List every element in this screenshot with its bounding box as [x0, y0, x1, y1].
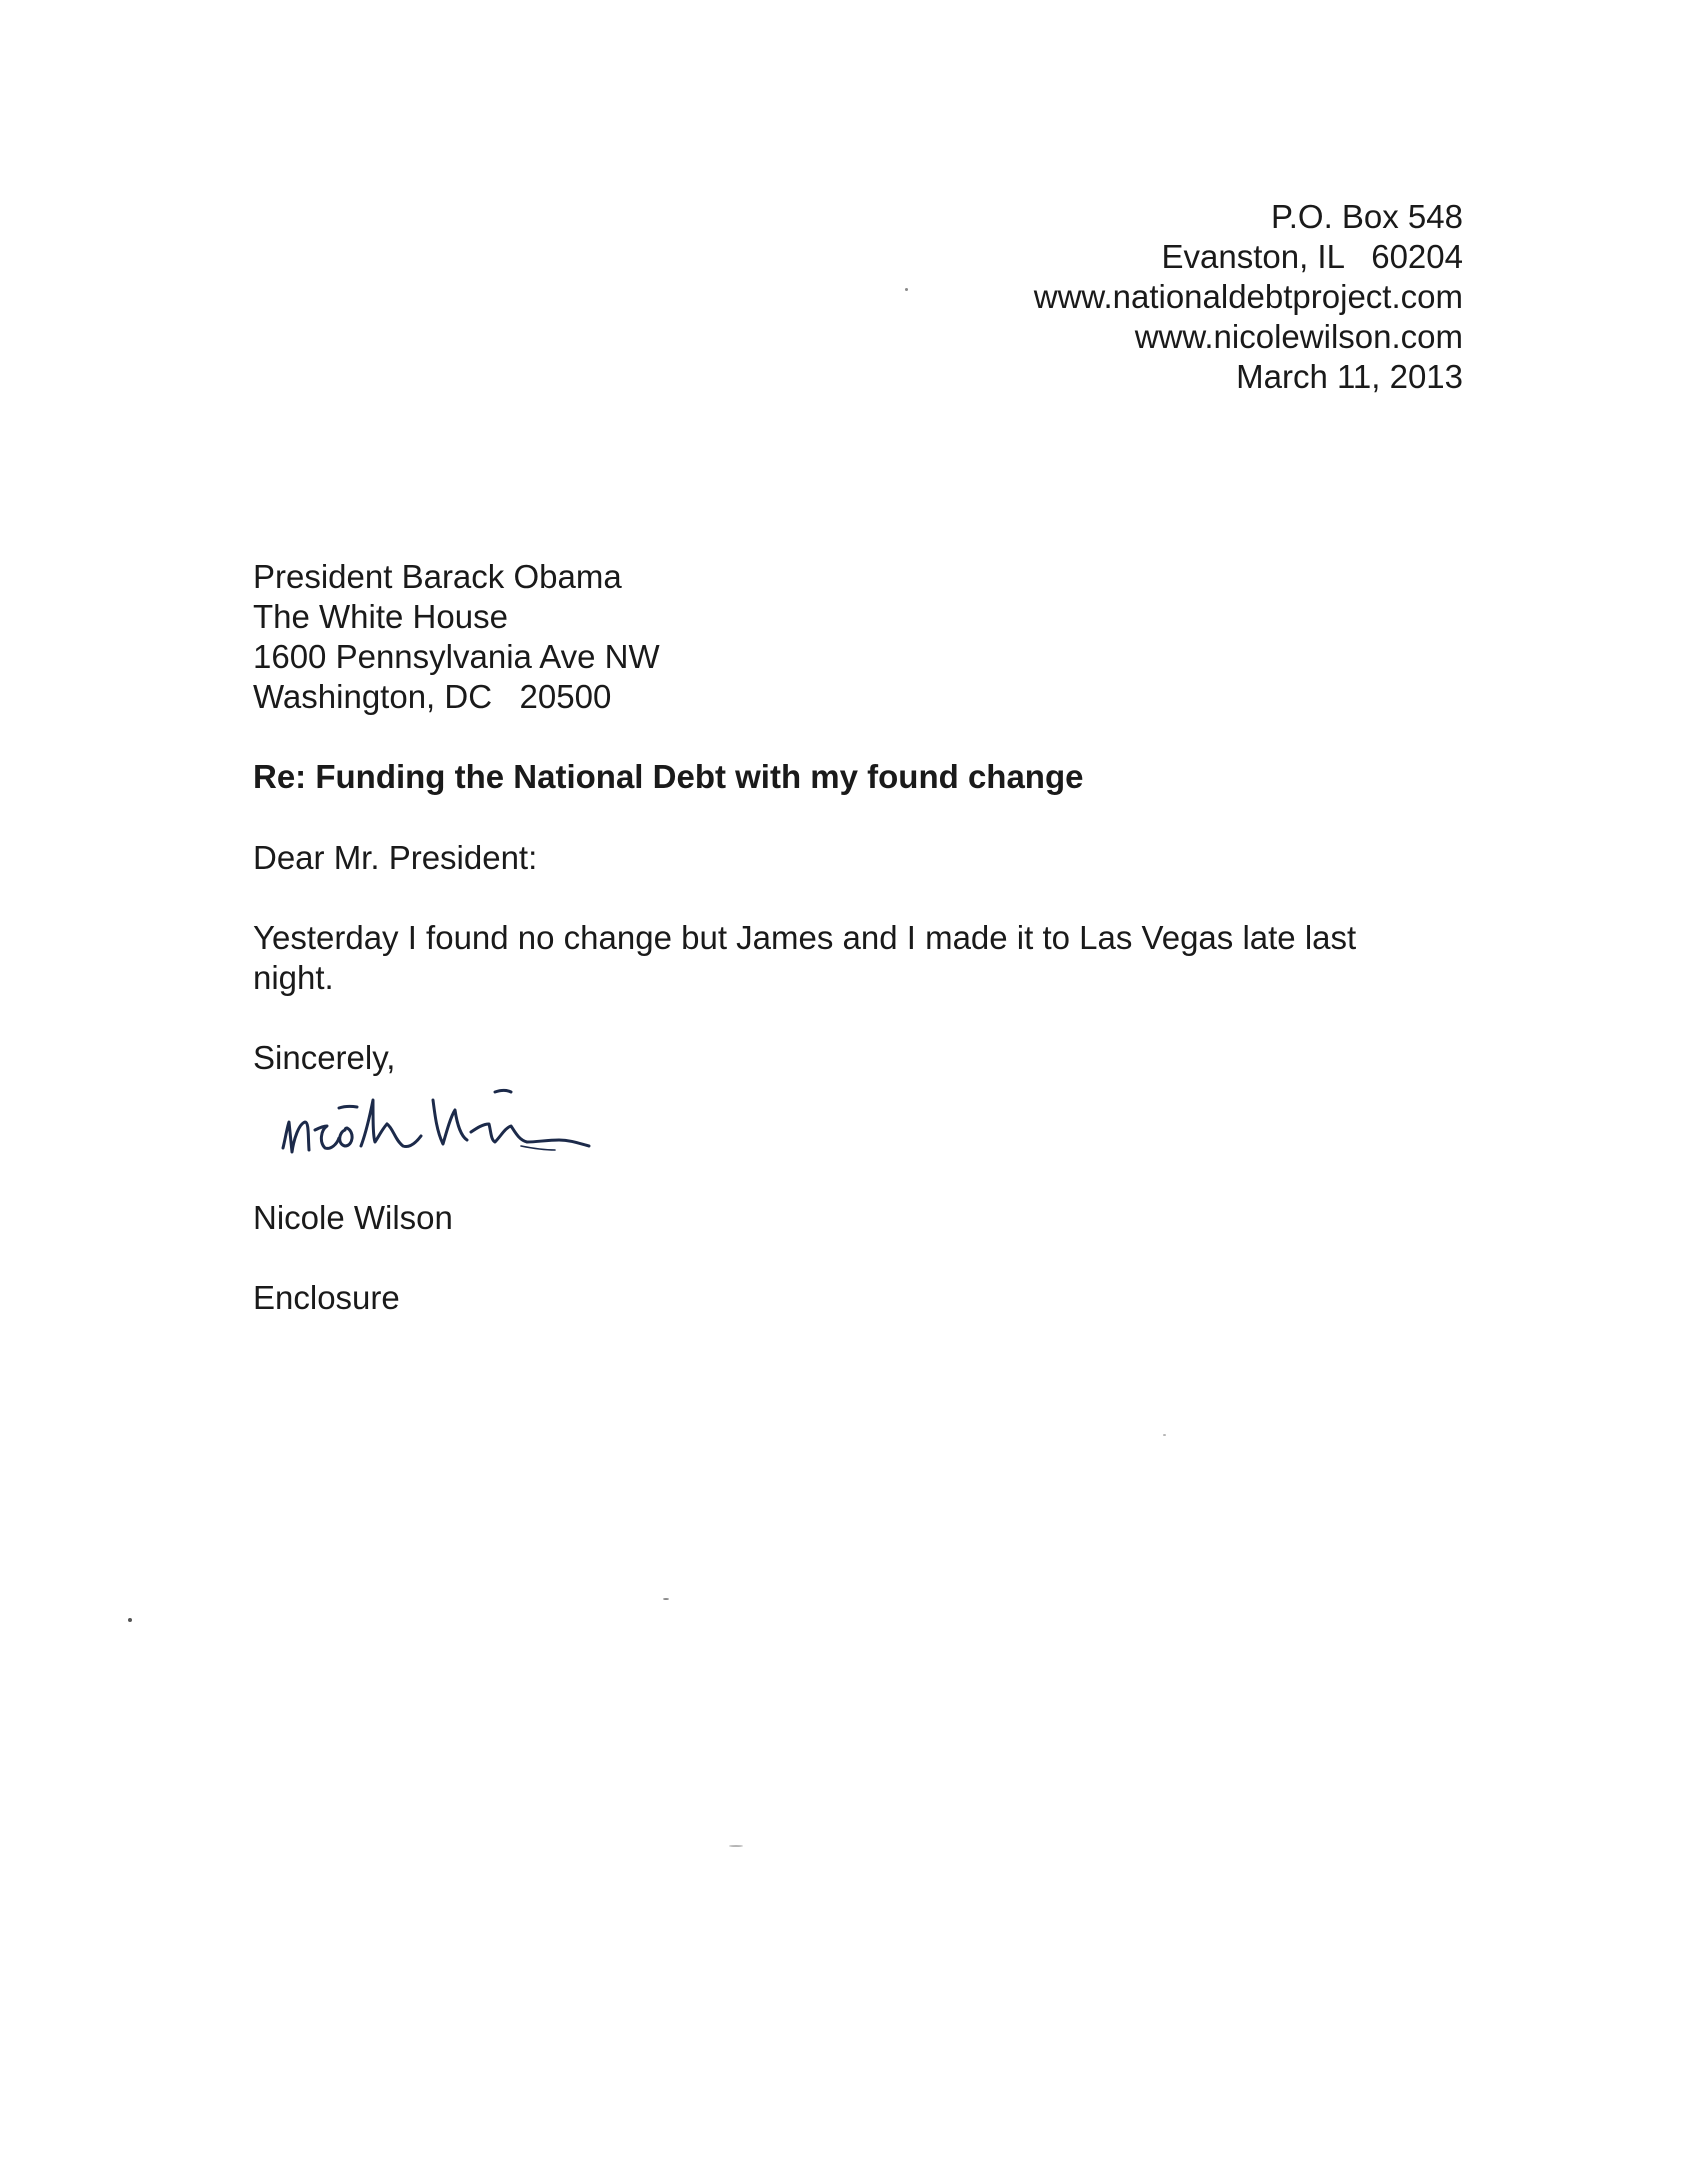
- sender-city-state-zip: Evanston, IL 60204: [1161, 238, 1463, 275]
- scan-speck: [905, 288, 908, 291]
- letter-body: [253, 918, 1433, 998]
- subject-line: Re: Funding the National Debt with my found change: [253, 758, 1084, 795]
- enclosure-notation: Enclosure: [253, 1279, 400, 1316]
- sender-website-personal: www.nicolewilson.com: [1134, 318, 1463, 355]
- body-line: night.: [253, 959, 334, 996]
- letter-date: March 11, 2013: [1236, 358, 1463, 395]
- recipient-name: President Barack Obama: [253, 558, 622, 595]
- sender-po-box: P.O. Box 548: [1270, 198, 1463, 235]
- recipient-organization: The White House: [253, 598, 508, 635]
- scan-speck: [663, 1598, 669, 1600]
- sender-website-national-debt: www.nationaldebtproject.com: [1033, 278, 1463, 315]
- signer-name: Nicole Wilson: [253, 1199, 453, 1236]
- recipient-city-state-zip: Washington, DC 20500: [253, 678, 612, 715]
- scan-speck: [729, 1845, 743, 1847]
- scan-speck: [128, 1618, 132, 1622]
- salutation: Dear Mr. President:: [253, 839, 538, 876]
- recipient-street: 1600 Pennsylvania Ave NW: [253, 638, 660, 675]
- scan-speck: [1163, 1434, 1166, 1436]
- sender-address-block: [1034, 197, 1463, 397]
- body-line: Yesterday I found no change but James and I made it to Las Vegas late last: [253, 919, 1357, 956]
- closing: Sincerely,: [253, 1039, 396, 1076]
- handwritten-signature-icon: [275, 1070, 705, 1180]
- recipient-address-block: [253, 557, 660, 717]
